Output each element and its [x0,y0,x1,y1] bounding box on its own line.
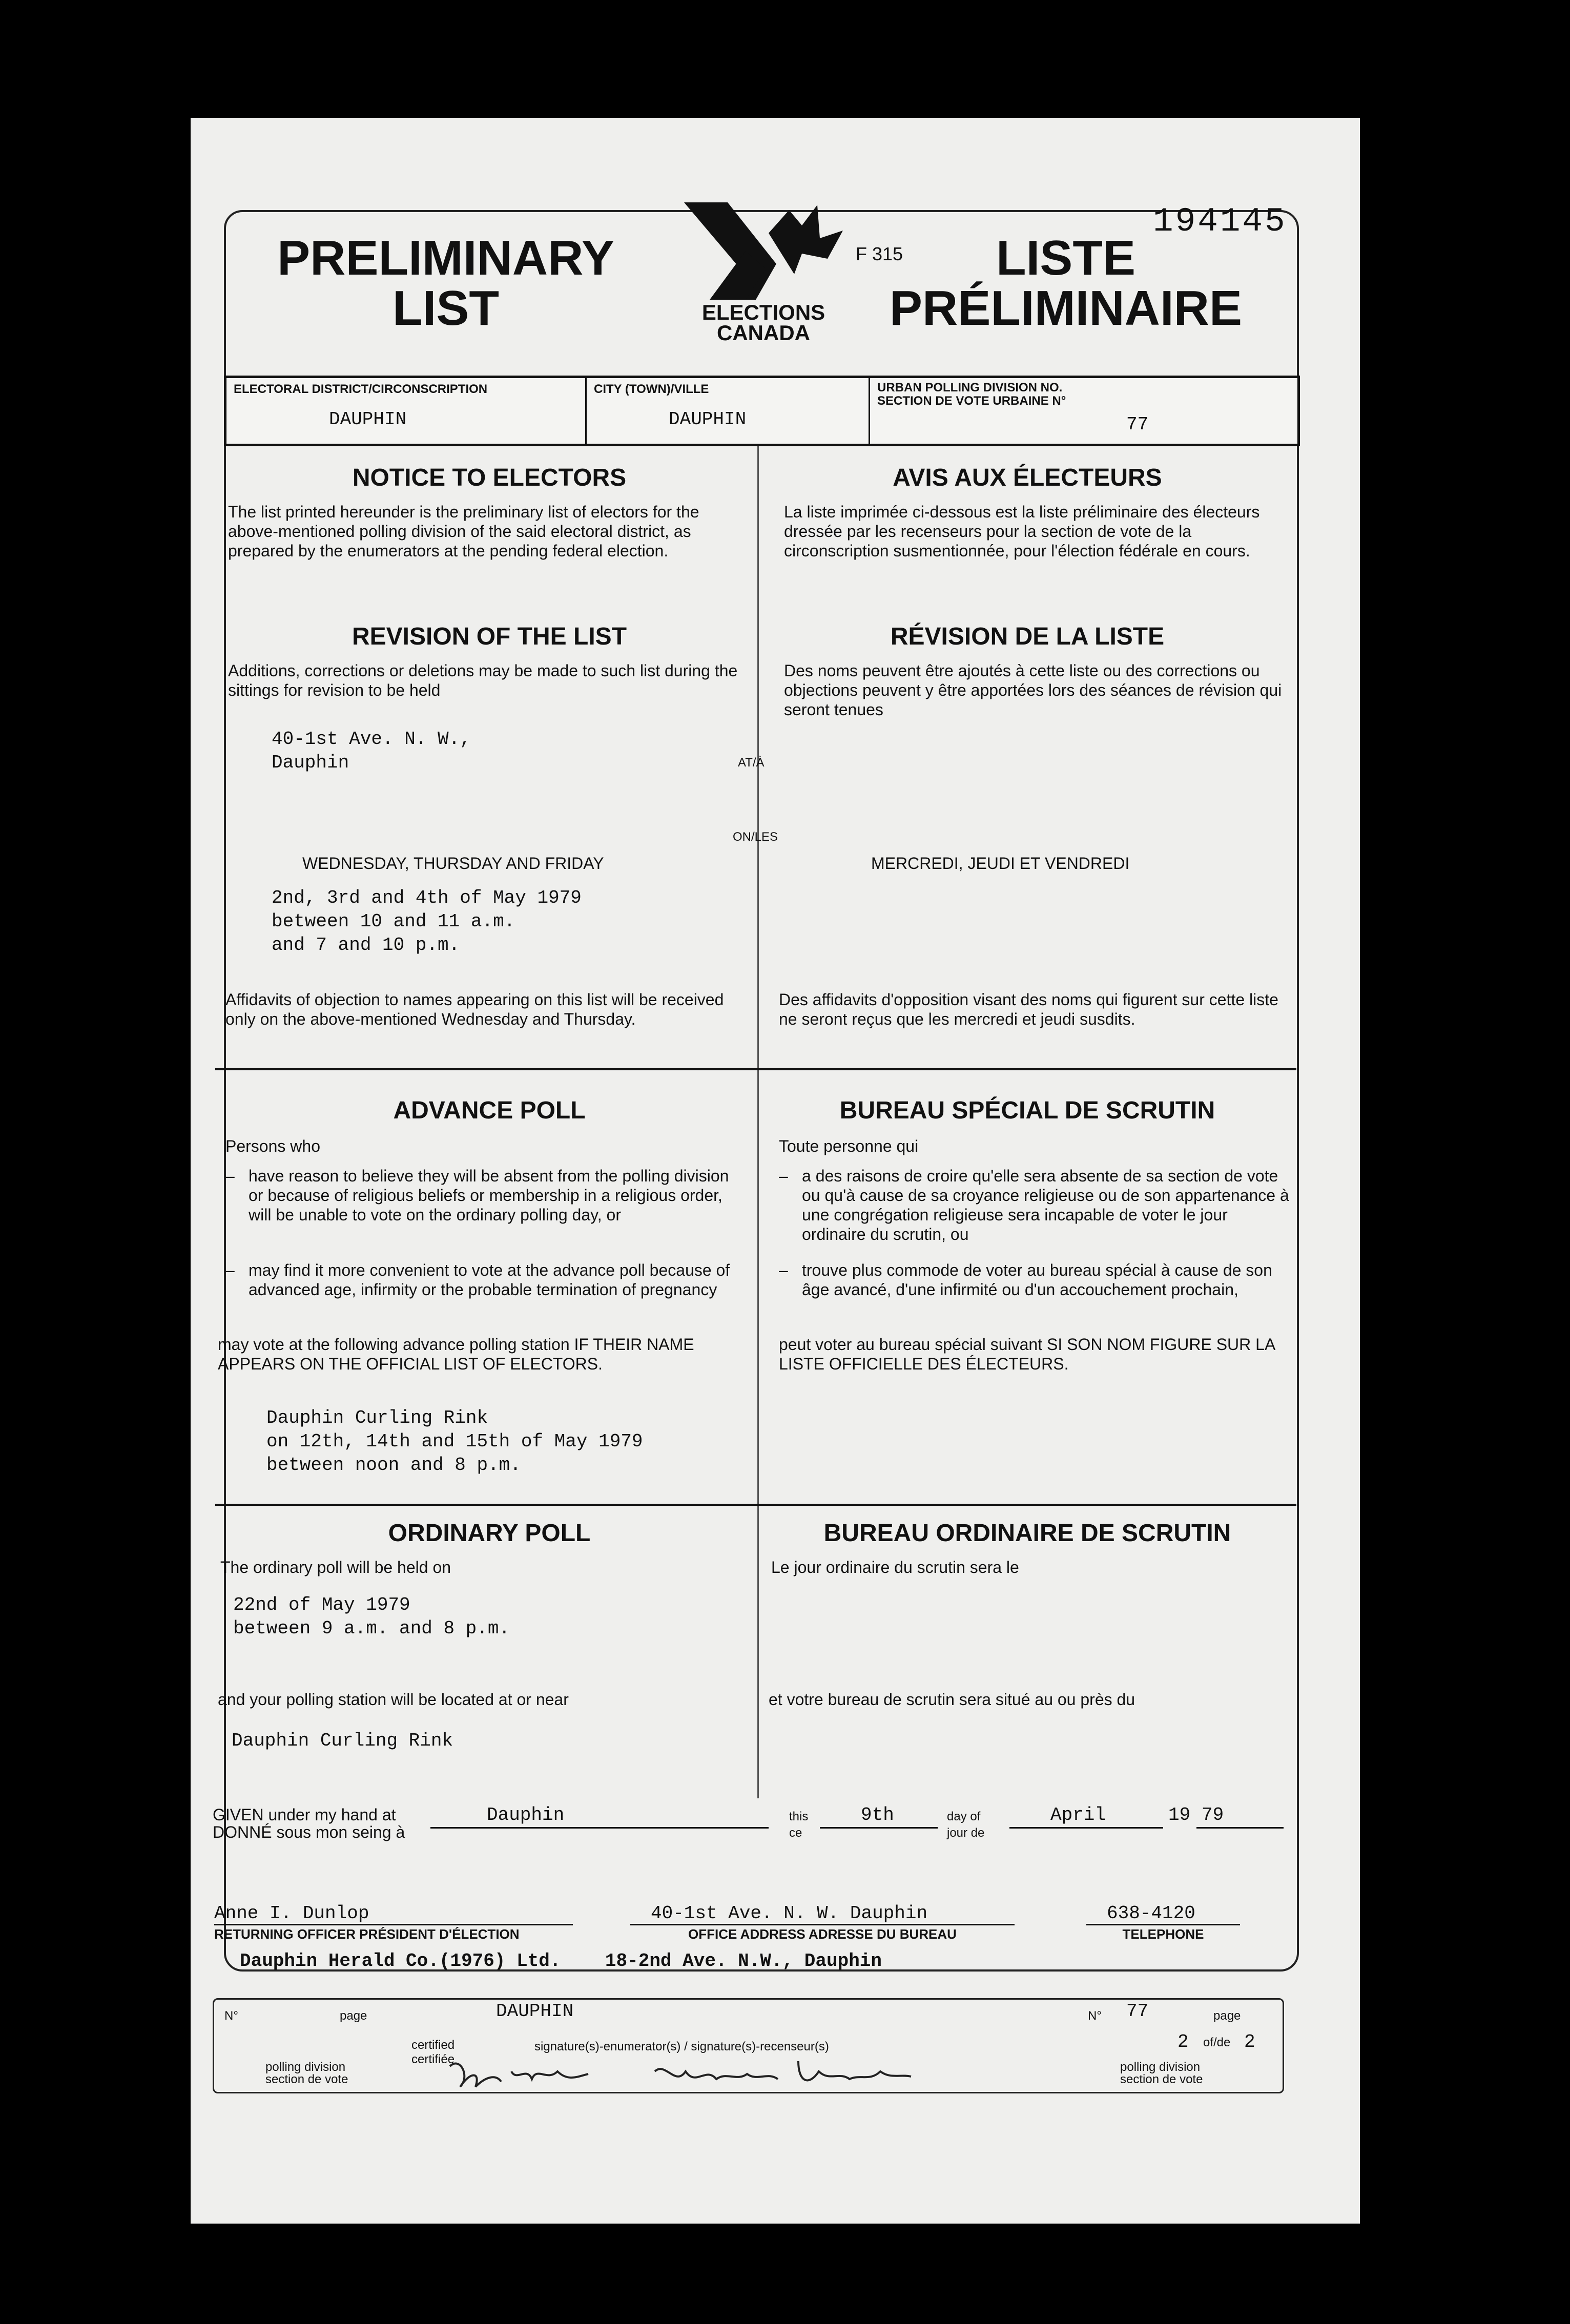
year-prefix: 19 [1168,1804,1191,1825]
city-cell: CITY (TOWN)/VILLE DAUPHIN [587,378,870,444]
info-box [224,376,1300,446]
given-month: April [1009,1803,1163,1829]
ordinary-location-label-en: and your polling station will be located at or near [218,1690,569,1709]
officer-phone: 638-4120 [1107,1903,1195,1924]
notice-title-fr: AVIS AUX ÉLECTEURS [893,464,1162,491]
given-year: 79 [1196,1803,1284,1829]
advance-details: Dauphin Curling Rink on 12th, 14th and 15th of May 1979 between noon and 8 p.m. [266,1407,643,1476]
on-label: ON/LES [733,830,778,844]
ordinary-location: Dauphin Curling Rink [232,1730,453,1751]
advance-intro-en: Persons who [225,1137,320,1155]
day-of-label: day of jour de [947,1810,985,1840]
section-rule [215,1068,1296,1070]
advance-intro-fr: Toute personne qui [779,1137,919,1155]
advance-closing-fr: peut voter au bureau spécial suivant SI SON NOM FIGURE SUR LA LISTE OFFICIELLE DES ÉLECTEURS. [779,1335,1275,1373]
no-label-left: N° [224,2009,238,2023]
form-number: F 315 [856,243,903,264]
given-label: GIVEN under my hand at DONNÉ sous mon seing à [213,1806,405,1841]
title-fr: LISTE PRÉLIMINAIRE [889,231,1243,336]
notice-title-en: NOTICE TO ELECTORS [352,464,627,491]
advance-poll-title-fr: BUREAU SPÉCIAL DE SCRUTIN [839,1097,1215,1124]
ordinary-poll-title-en: ORDINARY POLL [388,1520,591,1547]
footer-division-number: 77 [1126,2001,1149,2022]
revision-title-en: REVISION OF THE LIST [352,623,627,650]
this-label: this ce [789,1810,809,1840]
advance-closing-en: may vote at the following advance polling station IF THEIR NAME APPEARS ON THE OFFICIAL LIST OF ELECTORS. [218,1335,694,1373]
officer-address: 40-1st Ave. N. W. Dauphin [651,1903,928,1924]
advance-item2-fr: – trouve plus commode de voter au bureau spécial à cause de son âge avancé, d'une infirmité ou d'un accouchement prochain, [779,1261,1272,1299]
officer-name: Anne I. Dunlop [214,1903,369,1924]
enumerator-signatures [440,2051,1055,2097]
division-value: 77 [1126,414,1149,435]
address-label: OFFICE ADDRESS ADRESSE DU BUREAU [630,1924,1015,1942]
affidavit-text-en: Affidavits of objection to names appearing on this list will be received only on the above-mentioned Wednesday and Thursday. [225,990,724,1028]
officer-label: RETURNING OFFICER PRÉSIDENT D'ÉLECTION [214,1924,573,1942]
at-label: AT/À [738,756,765,770]
signatures-label: signature(s)-enumerator(s) / signature(s)-recenseur(s) [534,2040,829,2053]
revision-dates: 2nd, 3rd and 4th of May 1979 between 10 and 11 a.m. and 7 and 10 p.m. [272,887,582,956]
revision-location: 40-1st Ave. N. W., Dauphin [272,729,471,773]
given-place: Dauphin [430,1803,769,1829]
revision-title-fr: RÉVISION DE LA LISTE [890,623,1165,650]
advance-item1-en: – have reason to believe they will be absent from the polling division or because of religious beliefs or membership in a religious order, will be unable to vote on the ordinary polling day, or [225,1167,729,1224]
district-cell: ELECTORAL DISTRICT/CIRCONSCRIPTION DAUPHIN [226,378,587,444]
page-label-right: page [1213,2009,1241,2023]
certified-label: certified certifiée [411,2038,455,2066]
title-en: PRELIMINARY LIST [277,231,614,336]
footer-stub [213,1998,1284,2093]
column-divider [757,446,759,1798]
elections-canada-logo [679,202,848,345]
ordinary-text-fr: Le jour ordinaire du scrutin sera le [771,1558,1019,1576]
no-label-right: N° [1088,2009,1102,2023]
affidavit-text-fr: Des affidavits d'opposition visant des noms qui figurent sur cette liste ne seront reçus que les mercredi et jeudi susdits. [779,990,1278,1028]
serial-number: 194145 [1153,202,1287,241]
section-rule [215,1504,1296,1506]
district-value: DAUPHIN [329,409,407,430]
logo-text: ELECTIONS CANADA [701,300,825,345]
ordinary-poll-title-fr: BUREAU ORDINAIRE DE SCRUTIN [823,1520,1231,1547]
revision-days-en: WEDNESDAY, THURSDAY AND FRIDAY [302,854,604,873]
division-cell: URBAN POLLING DIVISION NO. SECTION DE VOTE URBAINE N° 77 [877,381,1149,435]
footer-page-total: 2 [1244,2031,1255,2052]
advance-item1-fr: – a des raisons de croire qu'elle sera absente de sa section de vote ou qu'à cause de sa croyance religieuse ou de son appartenance à une congrégation religieuse sera incapable de voter le jour ordinaire du scrutin, ou [779,1167,1289,1243]
notice-text-fr: La liste imprimée ci-dessous est la liste préliminaire des électeurs dressée par les recenseurs pour la section de vote de la circonscription susmentionnée, pour l'élection fédérale en cours. [784,503,1260,560]
polling-division-label-left: polling division section de vote [265,2060,348,2086]
polling-division-label-right: polling division section de vote [1120,2060,1203,2086]
advance-item2-en: – may find it more convenient to vote at the advance poll because of advanced age, infirmity or the probable termination of pregnancy [225,1261,730,1299]
revision-text-fr: Des noms peuvent être ajoutés à cette liste ou des corrections ou objections peuvent y être apportées lors des séances de révision qui seront tenues [784,661,1282,719]
printer-line: Dauphin Herald Co.(1976) Ltd. 18-2nd Ave. N.W., Dauphin [240,1951,882,1972]
revision-text-en: Additions, corrections or deletions may be made to such list during the sittings for revision to be held [228,661,738,699]
phone-label: TELEPHONE [1086,1924,1240,1942]
ordinary-location-label-fr: et votre bureau de scrutin sera situé au ou près du [769,1690,1135,1709]
advance-poll-title-en: ADVANCE POLL [393,1097,586,1124]
revision-days-fr: MERCREDI, JEUDI ET VENDREDI [871,854,1130,873]
notice-text-en: The list printed hereunder is the preliminary list of electors for the above-mentioned polling division of the said electoral district, as prepared by the enumerators at the pending federal election. [228,503,699,560]
of-label: of/de [1203,2036,1231,2049]
given-day: 9th [820,1803,938,1829]
ordinary-text-en: The ordinary poll will be held on [220,1558,451,1576]
page-label-left: page [340,2009,367,2023]
footer-page-number: 2 [1178,2031,1189,2052]
maple-leaf-x-icon [679,202,848,300]
city-value: DAUPHIN [669,409,747,430]
ordinary-date: 22nd of May 1979 between 9 a.m. and 8 p.m. [233,1594,510,1639]
footer-district: DAUPHIN [496,2001,574,2022]
